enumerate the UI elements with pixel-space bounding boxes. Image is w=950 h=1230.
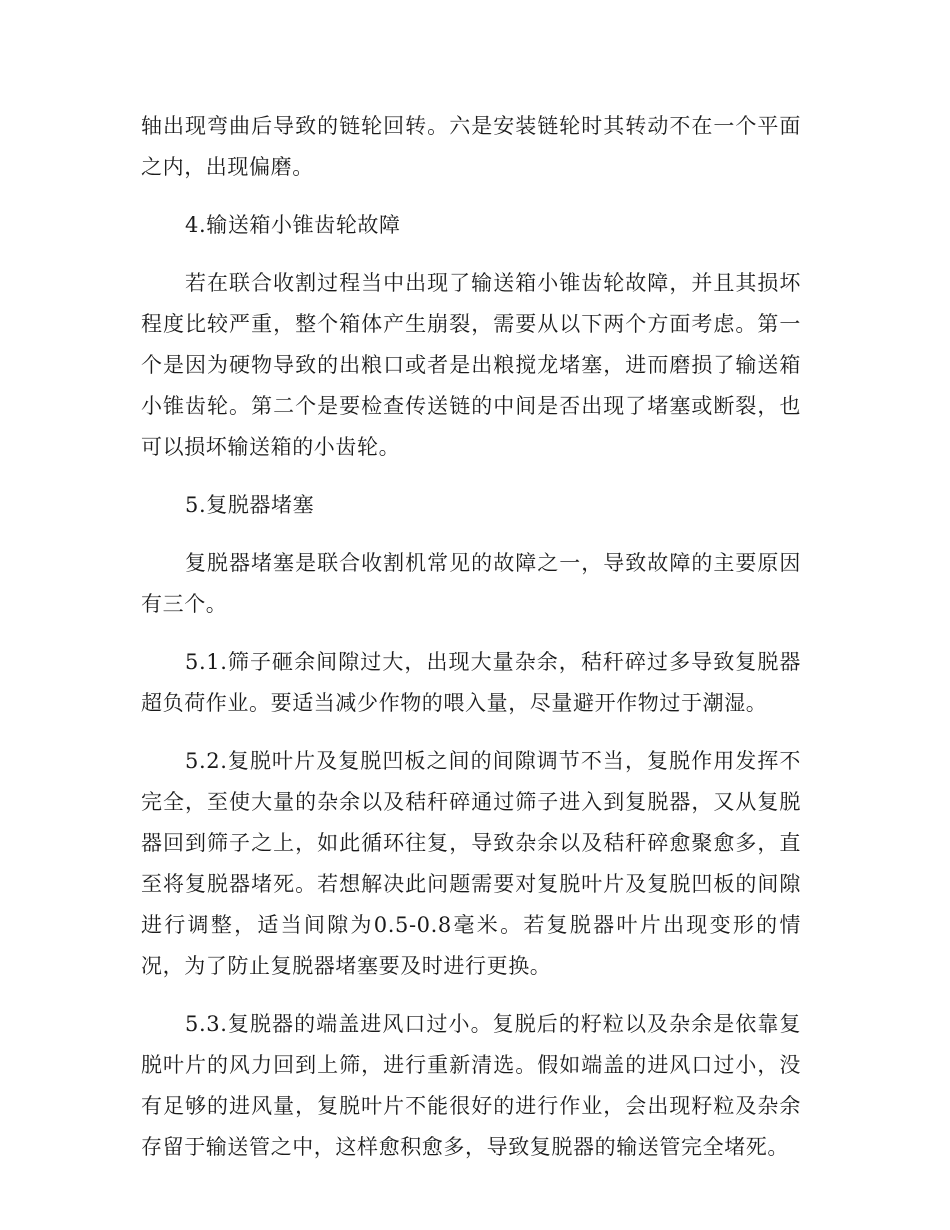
paragraph-5-1: 5.1.筛子砸余间隙过大，出现大量杂余，秸秆碎过多导致复脱器超负荷作业。要适当减少作物的喂入量，尽量避开作物过于潮湿。: [141, 650, 801, 715]
section-heading-5: 5.复脱器堵塞: [185, 493, 315, 517]
section-heading-4: 4.输送箱小锥齿轮故障: [185, 213, 401, 237]
paragraph-continuation: 轴出现弯曲后导致的链轮回转。六是安装链轮时其转动不在一个平面之内，出现偏磨。: [141, 114, 801, 179]
paragraph-5-2: 5.2.复脱叶片及复脱凹板之间的间隙调节不当，复脱作用发挥不完全，至使大量的杂余以及秸秆碎通过筛子进入到复脱器，又从复脱器回到筛子之上，如此循环往复，导致杂余以及秸秆碎愈聚愈多，直至将复脱器堵死。若想解决此问题需要对复脱叶片及复脱凹板的间隙进行调整，适当间隙为0.5-0.8毫米。若复脱器叶片出现变形的情况，为了防止复脱器堵塞要及时进行更换。: [141, 749, 801, 978]
paragraph-rethresher-intro: 复脱器堵塞是联合收割机常见的故障之一，导致故障的主要原因有三个。: [141, 551, 801, 616]
document-body: [141, 106, 801, 1185]
paragraph-5-3: 5.3.复脱器的端盖进风口过小。复脱后的籽粒以及杂余是依靠复脱叶片的风力回到上筛，进行重新清选。假如端盖的进风口过小，没有足够的进风量，复脱叶片不能很好的进行作业，会出现籽粒及杂余存留于输送管之中，这样愈积愈多，导致复脱器的输送管完全堵死。: [141, 1012, 801, 1159]
paragraph-gearbox-fault: 若在联合收割过程当中出现了输送箱小锥齿轮故障，并且其损坏程度比较严重，整个箱体产生崩裂，需要从以下两个方面考虑。第一个是因为硬物导致的出粮口或者是出粮搅龙堵塞，进而磨损了输送箱小锥齿轮。第二个是要检查传送链的中间是否出现了堵塞或断裂，也可以损坏输送箱的小齿轮。: [141, 271, 801, 459]
